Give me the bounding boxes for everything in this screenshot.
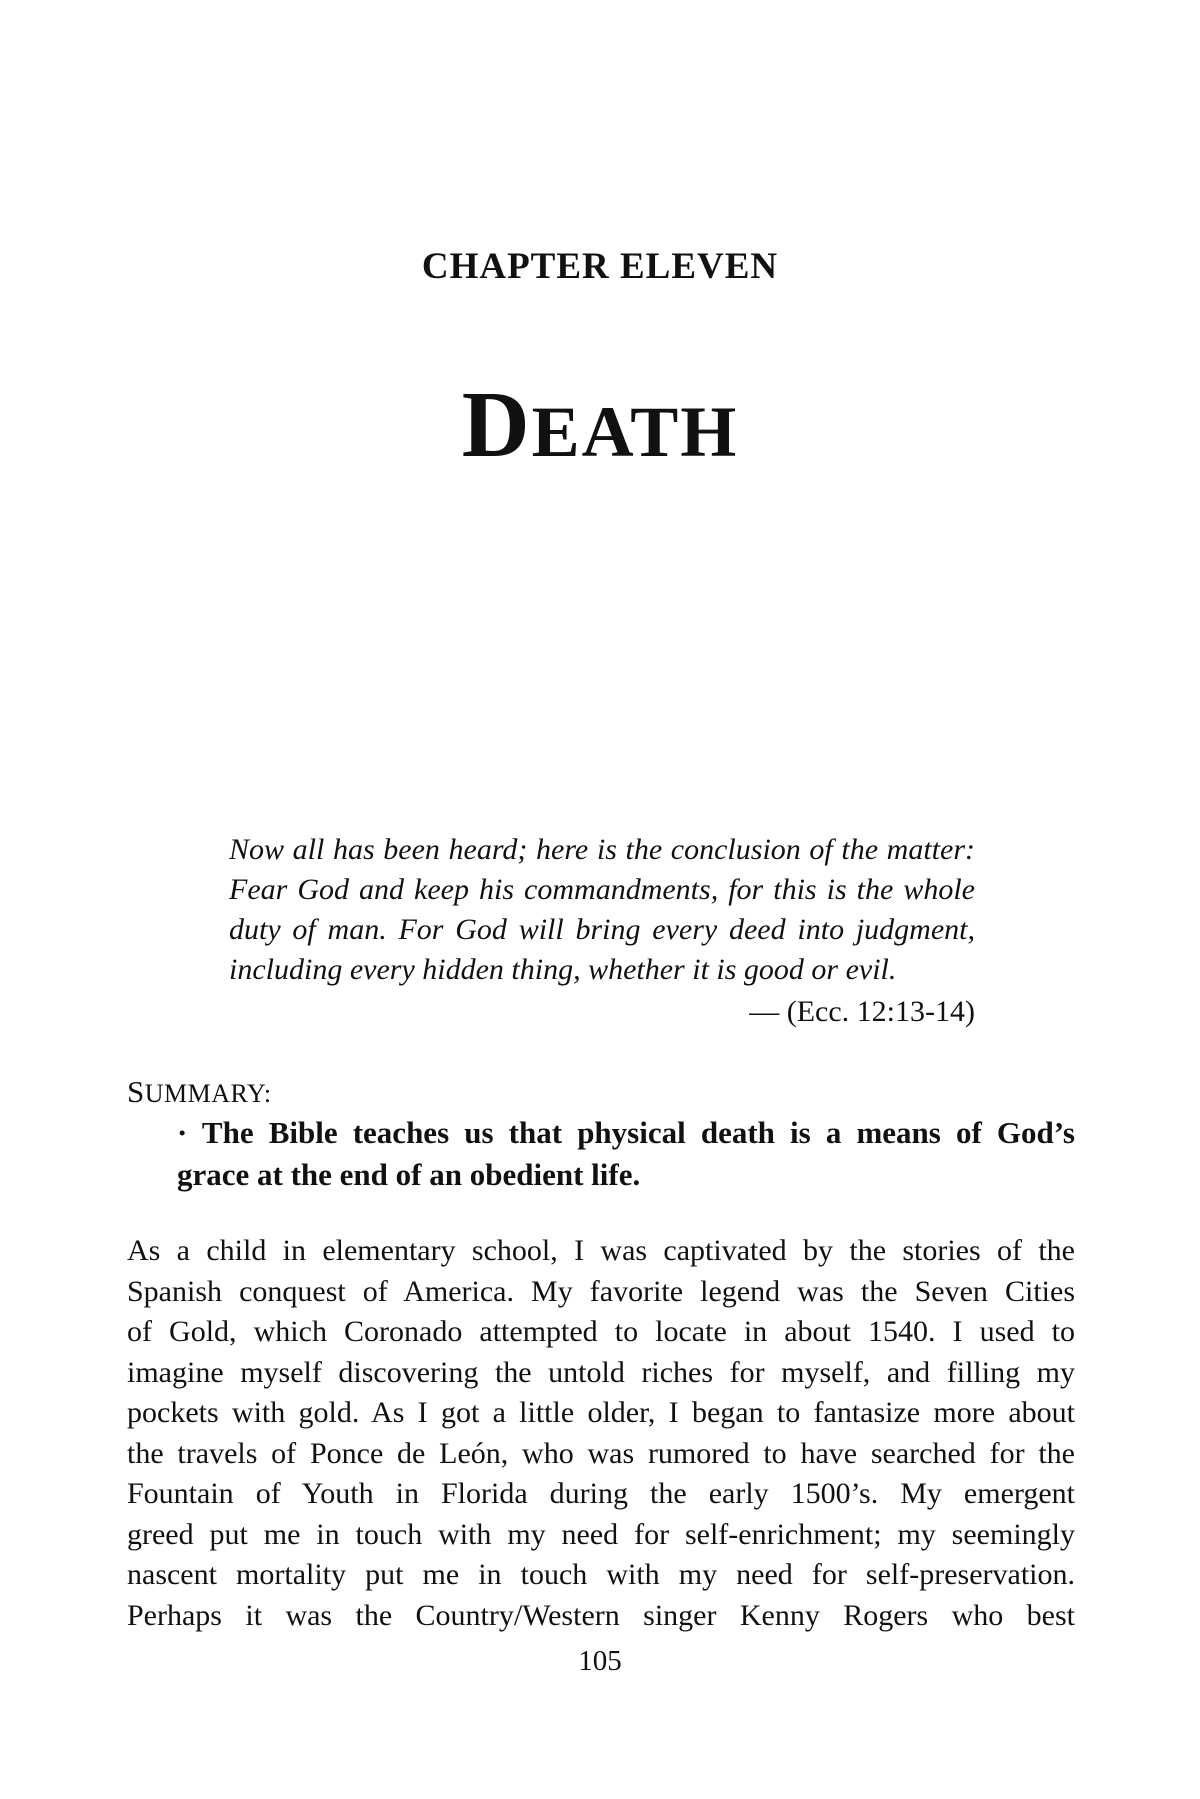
chapter-title-initial: D	[461, 373, 532, 477]
epigraph-citation: — (Ecc. 12:13-14)	[749, 995, 975, 1028]
chapter-label: CHAPTER ELEVEN	[421, 246, 779, 287]
epigraph-line: including every hidden thing, whether it is good or evil.	[229, 953, 897, 986]
summary-point-line: grace at the end of an obedient life.	[177, 1157, 641, 1192]
body-line: pockets with gold. As I got a little older, I began to fantasize more about	[127, 1396, 1075, 1429]
summary-heading-initial: S	[127, 1074, 145, 1109]
body-line: the travels of Ponce de León, who was rumored to have searched for the	[127, 1436, 1075, 1470]
body-text	[127, 1231, 1075, 1636]
chapter-title-rest: EATH	[531, 392, 739, 472]
page-number: 105	[578, 1645, 622, 1677]
body-line: nascent mortality put me in touch with my need for self-preservation.	[127, 1558, 1075, 1591]
epigraph-line: duty of man. For God will bring every deed into judgment,	[229, 913, 975, 946]
epigraph-line: Now all has been heard; here is the conclusion of the matter:	[229, 833, 975, 866]
body-line: As a child in elementary school, I was captivated by the stories of the	[127, 1234, 1075, 1267]
summary-heading	[127, 1074, 272, 1110]
body-line: greed put me in touch with my need for self-enrichment; my seemingly	[127, 1517, 1075, 1551]
summary-point-line: · The Bible teaches us that physical death is a means of God’s	[177, 1115, 1075, 1150]
body-line: Spanish conquest of America. My favorite legend was the Seven Cities	[127, 1274, 1075, 1308]
summary-point	[177, 1112, 1075, 1196]
epigraph-line: Fear God and keep his commandments, for this is the whole	[229, 873, 975, 906]
body-line: of Gold, which Coronado attempted to locate in about 1540. I used to	[127, 1315, 1075, 1348]
chapter-title	[0, 373, 1200, 477]
epigraph	[229, 830, 975, 990]
summary-heading-rest: UMMARY:	[144, 1079, 272, 1108]
body-line: Fountain of Youth in Florida during the early 1500’s. My emergent	[127, 1477, 1075, 1510]
body-line: imagine myself discovering the untold riches for myself, and filling my	[127, 1355, 1075, 1389]
body-line: Perhaps it was the Country/Western singer Kenny Rogers who best	[127, 1598, 1075, 1632]
